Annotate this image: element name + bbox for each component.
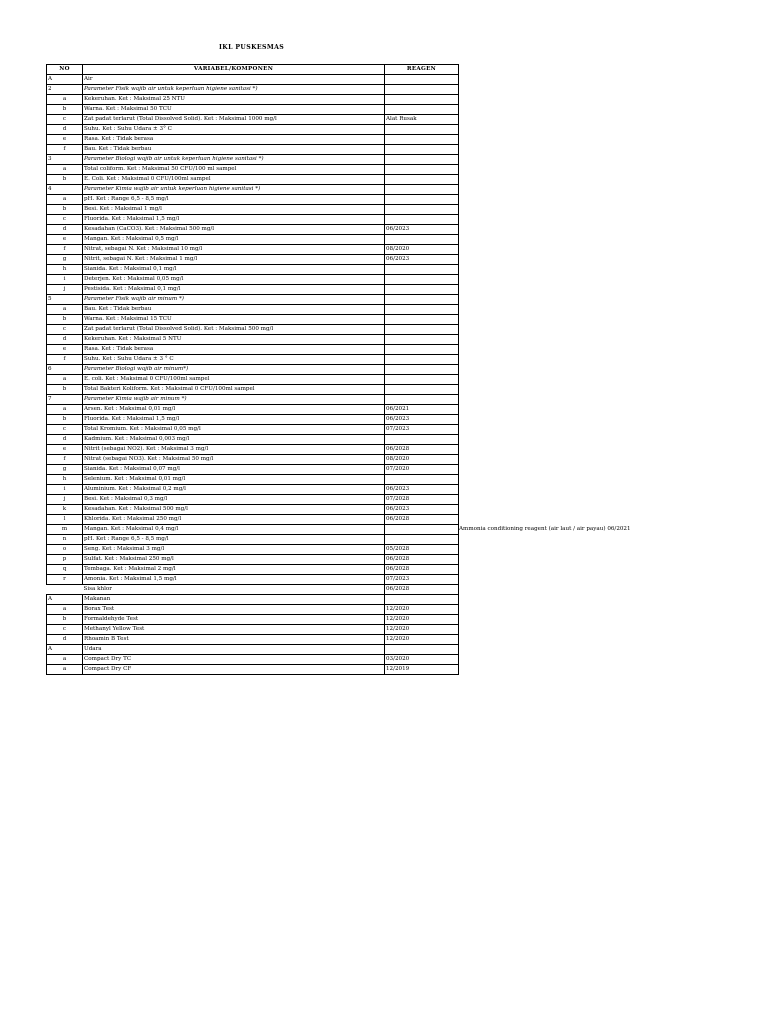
header-no: NO (47, 65, 83, 75)
cell-variabel: Aluminium. Ket : Maksimal 0,2 mg/l (83, 485, 385, 495)
cell-reagen (385, 125, 459, 135)
table-row (47, 665, 459, 675)
cell-variabel: Parameter Kimia wajib air untuk keperluan higiene sanitasi *) (83, 185, 385, 195)
cell-no: c (47, 625, 83, 635)
cell-variabel: Warna. Ket : Maksimal 15 TCU (83, 315, 385, 325)
table-row (47, 225, 459, 235)
cell-reagen (385, 235, 459, 245)
cell-reagen (385, 165, 459, 175)
table-row (47, 485, 459, 495)
cell-no: a (47, 195, 83, 205)
table-row (47, 275, 459, 285)
cell-variabel: Zat padat terlarut (Total Dissolved Solid). Ket : Maksimal 500 mg/l (83, 325, 385, 335)
cell-no: j (47, 495, 83, 505)
table-row (47, 515, 459, 525)
cell-reagen: 12/2020 (385, 605, 459, 615)
cell-reagen: 06/2028 (385, 555, 459, 565)
table-row (47, 355, 459, 365)
cell-variabel: Nitrit (sebagai NO2). Ket : Maksimal 3 mg/l (83, 445, 385, 455)
cell-reagen (385, 185, 459, 195)
cell-reagen: 03/2020 (385, 655, 459, 665)
table-row (47, 305, 459, 315)
table-row (47, 125, 459, 135)
cell-variabel: Sianida. Ket : Maksimal 0,07 mg/l (83, 465, 385, 475)
cell-variabel: Pestisida. Ket : Maksimal 0,1 mg/l (83, 285, 385, 295)
table-row (47, 455, 459, 465)
cell-variabel: Suhu. Ket : Suhu Udara ± 3° C (83, 125, 385, 135)
cell-reagen: 06/2023 (385, 505, 459, 515)
cell-variabel: Compact Dry TC (83, 655, 385, 665)
table-row (47, 155, 459, 165)
cell-reagen: 06/2028 (385, 445, 459, 455)
cell-variabel: Kesadahan. Ket : Maksimal 500 mg/l (83, 505, 385, 515)
cell-reagen: 07/2028 (385, 495, 459, 505)
table-row (47, 445, 459, 455)
cell-variabel: Borax Test (83, 605, 385, 615)
cell-variabel: Zat padat terlarut (Total Dissolved Solid). Ket : Maksimal 1000 mg/l (83, 115, 385, 125)
cell-no: 5 (47, 295, 83, 305)
table-header-row (47, 65, 459, 75)
table-row (47, 295, 459, 305)
cell-variabel: Bau. Ket : Tidak berbau (83, 145, 385, 155)
header-variabel: VARIABEL/KOMPONEN (83, 65, 385, 75)
cell-no: b (47, 315, 83, 325)
table-row (47, 165, 459, 175)
cell-reagen: 07/2023 (385, 425, 459, 435)
cell-no: c (47, 115, 83, 125)
table-row (47, 335, 459, 345)
section-row (47, 645, 459, 655)
cell-no: f (47, 355, 83, 365)
cell-no: h (47, 475, 83, 485)
cell-no: b (47, 385, 83, 395)
cell-no: 4 (47, 185, 83, 195)
cell-reagen (385, 215, 459, 225)
cell-no: f (47, 245, 83, 255)
cell-reagen (385, 75, 459, 85)
cell-no: a (47, 165, 83, 175)
cell-reagen (385, 145, 459, 155)
table-row (47, 605, 459, 615)
cell-variabel: E. coli. Ket : Maksimal 0 CFU/100ml sampel (83, 375, 385, 385)
cell-reagen (385, 195, 459, 205)
cell-variabel: Fluorida. Ket : Maksimal 1,5 mg/l (83, 215, 385, 225)
table-row (47, 385, 459, 395)
cell-reagen: 12/2020 (385, 625, 459, 635)
cell-no: j (47, 285, 83, 295)
cell-reagen (385, 135, 459, 145)
cell-variabel: Parameter Kimia wajib air minum *) (83, 395, 385, 405)
cell-variabel: Nitrit, sebagai N. Ket : Maksimal 1 mg/l (83, 255, 385, 265)
cell-reagen (385, 335, 459, 345)
cell-reagen (385, 105, 459, 115)
cell-reagen (385, 295, 459, 305)
cell-variabel: Seng. Ket : Maksimal 3 mg/l (83, 545, 385, 555)
cell-reagen: 12/2020 (385, 635, 459, 645)
cell-reagen: 06/2028 (385, 585, 459, 595)
cell-variabel: Deterjen. Ket : Maksimal 0,05 mg/l (83, 275, 385, 285)
cell-variabel: Formaldehyde Test (83, 615, 385, 625)
table-row (47, 95, 459, 105)
cell-variabel: Sulfat. Ket : Maksimal 250 mg/l (83, 555, 385, 565)
table-row (47, 245, 459, 255)
cell-reagen: 12/2020 (385, 615, 459, 625)
cell-no: m (47, 525, 83, 535)
table-row (47, 635, 459, 645)
cell-no: a (47, 655, 83, 665)
cell-variabel: Arsen. Ket : Maksimal 0,01 mg/l (83, 405, 385, 415)
cell-variabel: Nitrat, sebagai N. Ket : Maksimal 10 mg/l (83, 245, 385, 255)
cell-reagen (385, 535, 459, 545)
cell-no: e (47, 135, 83, 145)
cell-no: b (47, 105, 83, 115)
cell-variabel: Mangan. Ket : Maksimal 0,4 mg/l (83, 525, 385, 535)
cell-no: d (47, 225, 83, 235)
cell-reagen (385, 85, 459, 95)
cell-reagen (385, 305, 459, 315)
cell-reagen (385, 155, 459, 165)
cell-reagen (385, 435, 459, 445)
cell-reagen (385, 395, 459, 405)
cell-reagen (385, 595, 459, 605)
table-row (47, 105, 459, 115)
cell-variabel: Kesadahan (CaCO3). Ket : Maksimal 500 mg/l (83, 225, 385, 235)
cell-no: a (47, 405, 83, 415)
table-row (47, 265, 459, 275)
table-row (47, 315, 459, 325)
cell-reagen: 06/2023 (385, 485, 459, 495)
table-row (47, 405, 459, 415)
table-row (47, 255, 459, 265)
table-row (47, 575, 459, 585)
cell-reagen: 06/2028 (385, 565, 459, 575)
table-row (47, 345, 459, 355)
cell-reagen (385, 375, 459, 385)
table-row (47, 185, 459, 195)
cell-no: n (47, 535, 83, 545)
cell-variabel: Parameter Fisik wajib air minum *) (83, 295, 385, 305)
cell-reagen (385, 475, 459, 485)
table-row (47, 195, 459, 205)
cell-variabel: Parameter Fisik wajib air untuk keperluan higiene sanitasi *) (83, 85, 385, 95)
cell-reagen: 06/2023 (385, 415, 459, 425)
cell-no: l (47, 515, 83, 525)
table-row (47, 325, 459, 335)
table-row (47, 435, 459, 445)
cell-reagen (385, 275, 459, 285)
table-row (47, 135, 459, 145)
cell-no: a (47, 665, 83, 675)
cell-no: f (47, 145, 83, 155)
cell-variabel: Methanyl Yellow Test (83, 625, 385, 635)
cell-reagen (385, 525, 459, 535)
cell-no: o (47, 545, 83, 555)
table-row (47, 175, 459, 185)
cell-no: e (47, 345, 83, 355)
cell-reagen (385, 205, 459, 215)
cell-variabel: Sianida. Ket : Maksimal 0,1 mg/l (83, 265, 385, 275)
table-row (47, 85, 459, 95)
cell-reagen (385, 285, 459, 295)
reagent-note: Ammonia conditioning reagent (air laut / air payau) 06/2021 (459, 526, 631, 533)
cell-reagen (385, 95, 459, 105)
cell-reagen (385, 385, 459, 395)
cell-no: 6 (47, 365, 83, 375)
cell-reagen: 12/2019 (385, 665, 459, 675)
table-row (47, 495, 459, 505)
table-row (47, 115, 459, 125)
cell-variabel: Parameter Biologi wajib air untuk keperluan higiene sanitasi *) (83, 155, 385, 165)
cell-reagen (385, 345, 459, 355)
table-row (47, 145, 459, 155)
cell-no: k (47, 505, 83, 515)
table-row (47, 535, 459, 545)
cell-variabel: Total coliform. Ket : Maksimal 50 CFU/100 ml sampel (83, 165, 385, 175)
cell-no: q (47, 565, 83, 575)
cell-no: 3 (47, 155, 83, 165)
cell-no: A (47, 645, 83, 655)
cell-no: e (47, 235, 83, 245)
cell-variabel: Kadmium. Ket : Maksimal 0,003 mg/l (83, 435, 385, 445)
cell-variabel: Sisa khlor (83, 586, 112, 592)
cell-variabel: Fluorida. Ket : Maksimal 1,5 mg/l (83, 415, 385, 425)
section-row (47, 75, 459, 85)
cell-variabel: Total Kromium. Ket : Maksimal 0,05 mg/l (83, 425, 385, 435)
cell-no: g (47, 465, 83, 475)
cell-no: d (47, 635, 83, 645)
cell-reagen (385, 175, 459, 185)
cell-variabel: Khlorida. Ket : Maksimal 250 mg/l (83, 515, 385, 525)
table-row (47, 215, 459, 225)
cell-reagen: 07/2023 (385, 575, 459, 585)
cell-no: f (47, 455, 83, 465)
table-row (47, 555, 459, 565)
cell-reagen (385, 355, 459, 365)
table-row (47, 365, 459, 375)
cell-no: b (47, 615, 83, 625)
cell-variabel: Compact Dry CF (83, 665, 385, 675)
cell-variabel: pH. Ket : Range 6,5 - 8,5 mg/l (83, 195, 385, 205)
cell-no: b (47, 205, 83, 215)
ikl-table (46, 64, 459, 675)
cell-variabel: Warna. Ket : Maksimal 50 TCU (83, 105, 385, 115)
cell-no: h (47, 265, 83, 275)
cell-no: 2 (47, 85, 83, 95)
cell-variabel: Parameter Biologi wajib air minum*) (83, 365, 385, 375)
table-body (47, 75, 459, 675)
cell-variabel: Suhu. Ket : Suhu Udara ± 3 ° C (83, 355, 385, 365)
section-row (47, 595, 459, 605)
cell-variabel: Bau. Ket : Tidak berbau (83, 305, 385, 315)
table-row (47, 625, 459, 635)
cell-variabel: Besi. Ket : Maksimal 0,3 mg/l (83, 495, 385, 505)
cell-no: c (47, 325, 83, 335)
cell-variabel: Mangan. Ket : Maksimal 0,5 mg/l (83, 235, 385, 245)
cell-no (47, 585, 83, 595)
cell-reagen (385, 265, 459, 275)
cell-variabel: Besi. Ket : Maksimal 1 mg/l (83, 205, 385, 215)
table-row (47, 585, 459, 595)
cell-reagen: 08/2020 (385, 245, 459, 255)
table-row (47, 235, 459, 245)
table-row (47, 475, 459, 485)
cell-reagen: 06/2028 (385, 515, 459, 525)
table-row (47, 545, 459, 555)
cell-variabel: Selenium. Ket : Maksimal 0,01 mg/l (83, 475, 385, 485)
cell-variabel: Nitrat (sebagai NO3). Ket : Maksimal 50 mg/l (83, 455, 385, 465)
cell-variabel: Rasa. Ket : Tidak berasa (83, 135, 385, 145)
page-title: IKL PUSKESMAS (219, 44, 285, 51)
table-row (47, 525, 459, 535)
cell-no: i (47, 485, 83, 495)
cell-no: c (47, 215, 83, 225)
table-row (47, 395, 459, 405)
table-row (47, 285, 459, 295)
cell-variabel: Air (83, 75, 385, 85)
cell-no: d (47, 435, 83, 445)
table-row (47, 415, 459, 425)
cell-no: b (47, 175, 83, 185)
cell-reagen: 06/2023 (385, 225, 459, 235)
cell-no: i (47, 275, 83, 285)
cell-variabel: Rhoamin B Test (83, 635, 385, 645)
cell-variabel: Amonia. Ket : Maksimal 1,5 mg/l (83, 575, 385, 585)
cell-no: b (47, 415, 83, 425)
table-row (47, 505, 459, 515)
cell-variabel: Udara (83, 645, 385, 655)
cell-reagen: 06/2023 (385, 255, 459, 265)
cell-no: A (47, 595, 83, 605)
header-reagen: REAGEN (385, 65, 459, 75)
cell-reagen: Alat Rusak (385, 115, 459, 125)
cell-reagen (385, 325, 459, 335)
table-row (47, 425, 459, 435)
table-row (47, 205, 459, 215)
cell-no: 7 (47, 395, 83, 405)
cell-no: a (47, 95, 83, 105)
cell-no: A (47, 75, 83, 85)
cell-variabel: Tembaga. Ket : Maksimal 2 mg/l (83, 565, 385, 575)
table-row (47, 565, 459, 575)
table-row (47, 615, 459, 625)
cell-no: e (47, 445, 83, 455)
cell-no: c (47, 425, 83, 435)
cell-variabel: Total Bakteri Koliform. Ket : Maksimal 0 CFU/100ml sampel (83, 385, 385, 395)
cell-no: d (47, 125, 83, 135)
cell-no: r (47, 575, 83, 585)
cell-reagen (385, 315, 459, 325)
cell-reagen (385, 365, 459, 375)
cell-no: p (47, 555, 83, 565)
cell-variabel: Kekeruhan. Ket : Maksimal 25 NTU (83, 95, 385, 105)
cell-reagen: 07/2020 (385, 465, 459, 475)
cell-no: a (47, 305, 83, 315)
cell-reagen (385, 645, 459, 655)
table-row (47, 375, 459, 385)
cell-no: d (47, 335, 83, 345)
table-row (47, 655, 459, 665)
table-row (47, 465, 459, 475)
cell-variabel: Kekeruhan. Ket : Maksimal 5 NTU (83, 335, 385, 345)
cell-reagen: 08/2020 (385, 455, 459, 465)
cell-no: a (47, 375, 83, 385)
cell-no: g (47, 255, 83, 265)
cell-variabel: Rasa. Ket : Tidak berasa (83, 345, 385, 355)
cell-variabel: pH. Ket : Range 6,5 - 8,5 mg/l (83, 535, 385, 545)
cell-reagen: 05/2028 (385, 545, 459, 555)
cell-no: a (47, 605, 83, 615)
cell-variabel: Makanan (83, 595, 385, 605)
cell-variabel: E. Coli. Ket : Maksimal 0 CFU/100ml sampel (83, 175, 385, 185)
cell-reagen: 06/2021 (385, 405, 459, 415)
